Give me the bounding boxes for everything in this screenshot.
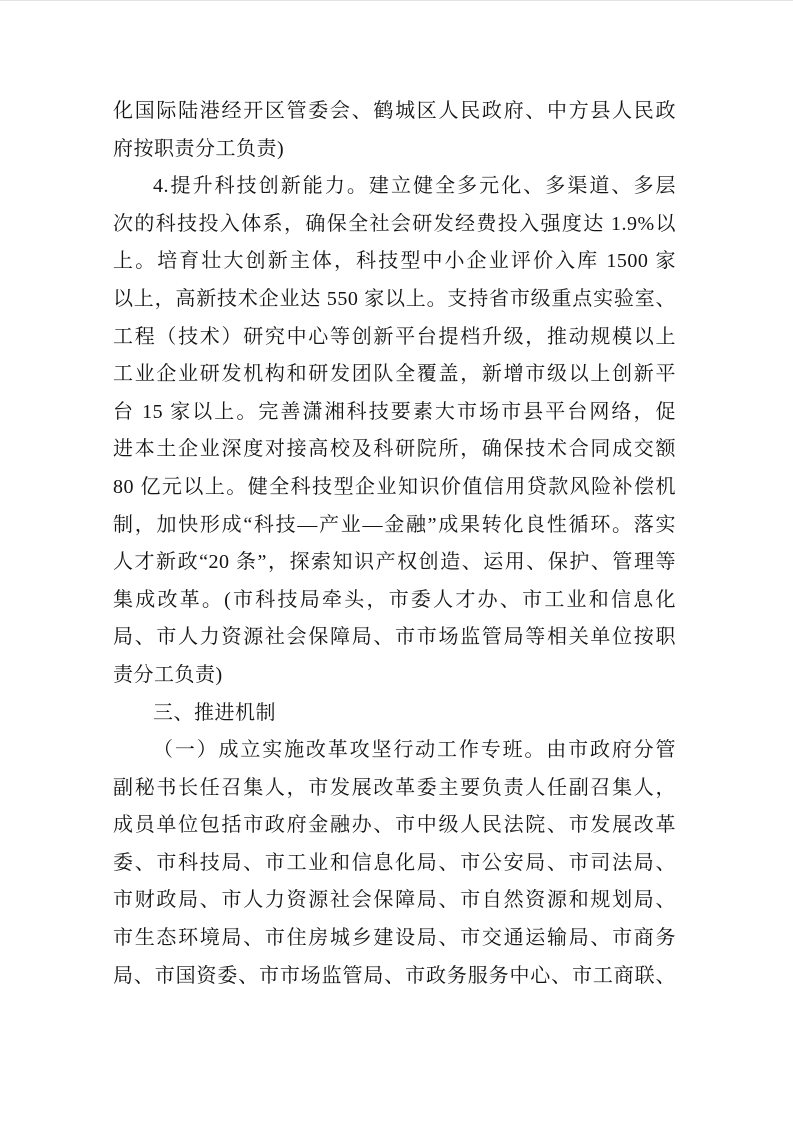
text-line: 以上，高新技术企业达 550 家以上。支持省市级重点实验室、 (113, 287, 676, 310)
text-line: 制，加快形成“科技—产业—金融”成果转化良性循环。落实 (113, 513, 676, 536)
text-line: 化国际陆港经开区管委会、鹤城区人民政府、中方县人民政 (113, 100, 676, 122)
text-line: 成员单位包括市政府金融办、市中级人民法院、市发展改革 (113, 814, 676, 837)
text-line: 府按职责分工负责) (113, 137, 285, 160)
text-line: 市生态环境局、市住房城乡建设局、市交通运输局、市商务 (113, 927, 676, 950)
text-line: 80 亿元以上。健全科技型企业知识价值信用贷款风险补偿机 (113, 475, 676, 498)
text-line: 进本土企业深度对接高校及科研院所，确保技术合同成交额 (113, 438, 676, 461)
paragraph-start-line: 4.提升科技创新能力。建立健全多元化、多渠道、多层 (153, 175, 676, 198)
text-line: 工业企业研发机构和研发团队全覆盖，新增市级以上创新平 (113, 363, 676, 386)
text-line: 副秘书长任召集人，市发展改革委主要负责人任副召集人， (113, 776, 676, 799)
text-line: 委、市科技局、市工业和信息化局、市公安局、市司法局、 (113, 851, 676, 874)
text-line: 次的科技投入体系，确保全社会研发经费投入强度达 1.9%以 (113, 212, 676, 235)
text-line: 集成改革。(市科技局牵头，市委人才办、市工业和信息化 (113, 588, 676, 611)
text-line: 局、市人力资源社会保障局、市市场监管局等相关单位按职 (113, 626, 676, 649)
text-line: 台 15 家以上。完善潇湘科技要素大市场市县平台网络，促 (113, 400, 676, 423)
text-line: 市财政局、市人力资源社会保障局、市自然资源和规划局、 (113, 889, 676, 912)
text-line: 局、市国资委、市市场监管局、市政务服务中心、市工商联、 (113, 964, 676, 987)
document-text-block (113, 93, 676, 995)
text-line: 责分工负责) (113, 663, 223, 686)
text-line: 人才新政“20 条”，探索知识产权创造、运用、保护、管理等 (113, 551, 676, 574)
paragraph-start-line: （一）成立实施改革攻坚行动工作专班。由市政府分管 (153, 739, 676, 762)
text-line: 工程（技术）研究中心等创新平台提档升级，推动规模以上 (113, 325, 676, 348)
text-line: 上。培育壮大创新主体，科技型中小企业评价入库 1500 家 (113, 250, 676, 273)
section-heading: 三、推进机制 (153, 701, 276, 724)
